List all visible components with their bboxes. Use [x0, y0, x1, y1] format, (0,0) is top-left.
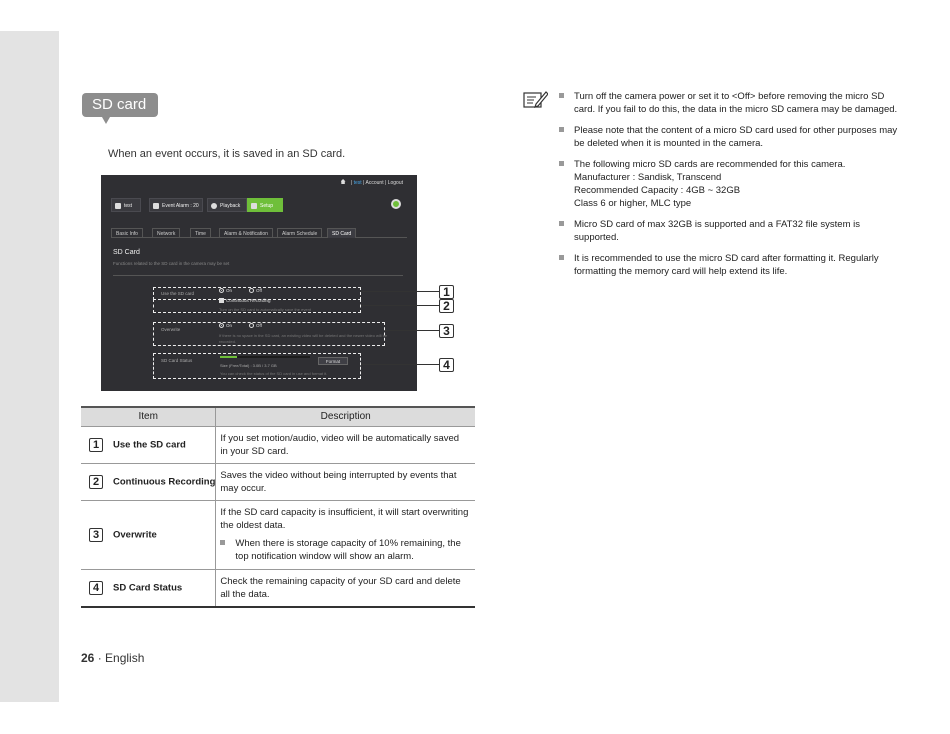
setup-tabs [111, 228, 407, 238]
radio-off-icon [249, 323, 254, 328]
home-icon [341, 179, 346, 184]
callout-1: 1 [439, 285, 454, 299]
description-bullet: When there is storage capacity of 10% remaining, the top notification window will show an alarm. [220, 537, 469, 563]
continuous-checkbox: Continuous Recording [219, 298, 271, 303]
page-footer: 26 · English [81, 651, 145, 665]
side-band [0, 31, 59, 702]
sd-status-label: SD Card Status [161, 358, 193, 363]
playback-button: Playback [207, 198, 247, 212]
section-title: SD card [82, 93, 158, 117]
page-number: 26 [81, 651, 95, 665]
overwrite-on-radio: On [219, 323, 232, 328]
radio-on-icon [219, 288, 224, 293]
description-cell [216, 500, 475, 569]
checkbox-icon [219, 298, 224, 303]
item-cell [81, 463, 216, 500]
item-cell [81, 569, 216, 607]
account-link: Account [365, 180, 384, 186]
item-number: 1 [89, 438, 103, 452]
camera-icon [115, 203, 121, 209]
bullet-square-icon [559, 221, 564, 226]
note-item: Micro SD card of max 32GB is supported and a FAT32 file system is supported. [559, 218, 899, 244]
tab-time: Time [190, 228, 211, 238]
bullet-square-icon [220, 540, 225, 545]
alarm-icon [153, 203, 159, 209]
note-item: The following micro SD cards are recommended for this camera. Manufacturer : Sandisk, Transcend Recommended Capacity : 4GB ~ 32GB Class 6 or higher, MLC type [559, 158, 899, 210]
callout-4: 4 [439, 358, 454, 372]
table-row [81, 569, 475, 607]
callout-line-1 [361, 291, 439, 292]
item-cell [81, 426, 216, 463]
callout-line-2 [361, 305, 439, 306]
screen-title: SD Card [113, 249, 140, 256]
sd-card-screenshot [101, 175, 417, 391]
sd-usage-bar [220, 356, 310, 358]
note-item: It is recommended to use the micro SD card after formatting it. Regularly formatting the memory card will help extend its life. [559, 252, 899, 278]
overwrite-label: Overwrite [161, 327, 181, 332]
use-sd-card-label: Use the SD card [161, 291, 195, 296]
callout-3: 3 [439, 324, 454, 338]
screen-subtitle: Functions related to the SD card in the camera may be set [113, 261, 230, 266]
language: English [105, 651, 145, 665]
radio-on-icon [219, 323, 224, 328]
help-icon [391, 199, 401, 209]
overwrite-off-radio: Off [249, 323, 262, 328]
item-cell [81, 500, 216, 569]
table-row [81, 500, 475, 569]
description-text: If the SD card capacity is insufficient, it will start overwriting the oldest data. [220, 507, 469, 531]
notes-list [559, 90, 899, 286]
setup-button: Setup [247, 198, 283, 212]
sd-status-note: You can check the status of the SD card in use and format it. [220, 371, 328, 376]
item-number: 4 [89, 581, 103, 595]
tab-network: Network [152, 228, 180, 238]
item-label: SD Card Status [113, 582, 183, 593]
callout-2: 2 [439, 299, 454, 313]
item-label: Use the SD card [113, 439, 186, 450]
main-menu-bar [107, 196, 411, 214]
tab-sd-card: SD Card [327, 228, 356, 238]
divider [113, 275, 403, 276]
callout-line-4 [361, 364, 439, 365]
item-label: Overwrite [113, 529, 157, 540]
memo-note-icon [522, 89, 548, 109]
tab-alarm-notification: Alarm & Notification [219, 228, 273, 238]
note-item: Turn off the camera power or set it to <Off> before removing the micro SD card. If you fail to do this, the data in the micro SD camera may be damaged. [559, 90, 899, 116]
description-cell: Check the remaining capacity of your SD card and delete all the data. [216, 569, 475, 607]
description-cell: Saves the video without being interrupted by events that may occur. [216, 463, 475, 500]
tab-alarm-schedule: Alarm Schedule [277, 228, 322, 238]
top-links: | test | Account | Logout [341, 179, 403, 186]
play-icon [211, 203, 217, 209]
description-cell: If you set motion/audio, video will be automatically saved in your SD card. [216, 426, 475, 463]
callout-line-3 [385, 330, 439, 331]
user-link: test [353, 180, 362, 186]
sd-size-text: Size (Free/Total) : 3.0B / 3.7 GB [220, 363, 277, 368]
item-number: 3 [89, 528, 103, 542]
event-alarm-button: Event Alarm : 20 [149, 198, 203, 212]
overwrite-note-1: If there is no space in the SD card, an existing video will be deleted and the newer video will be [219, 333, 388, 338]
tag-pointer [102, 117, 110, 124]
sd-usage-fill [220, 356, 237, 358]
tab-basic-info: Basic Info [111, 228, 143, 238]
live-button: test [111, 198, 141, 212]
radio-off-icon [249, 288, 254, 293]
header-item: Item [81, 407, 216, 426]
table-header-row [81, 407, 475, 426]
description-table [81, 406, 475, 608]
header-description: Description [216, 407, 475, 426]
note-item: Please note that the content of a micro SD card used for other purposes may be deleted when it is mounted in the camera. [559, 124, 899, 150]
bullet-square-icon [559, 161, 564, 166]
overwrite-note-2: recorded. [219, 339, 236, 344]
item-number: 2 [89, 475, 103, 489]
bullet-square-icon [559, 127, 564, 132]
use-note: Turn on the SD card to automatically save the event [219, 307, 311, 312]
format-button: Format [318, 357, 348, 365]
gear-icon [251, 203, 257, 209]
use-off-radio: Off [249, 288, 262, 293]
use-on-radio: On [219, 288, 232, 293]
logout-link: Logout [387, 180, 403, 186]
bullet-square-icon [559, 255, 564, 260]
intro-text: When an event occurs, it is saved in an SD card. [108, 148, 346, 160]
item-label: Continuous Recording [113, 476, 216, 487]
table-row [81, 463, 475, 500]
table-row [81, 426, 475, 463]
bullet-square-icon [559, 93, 564, 98]
